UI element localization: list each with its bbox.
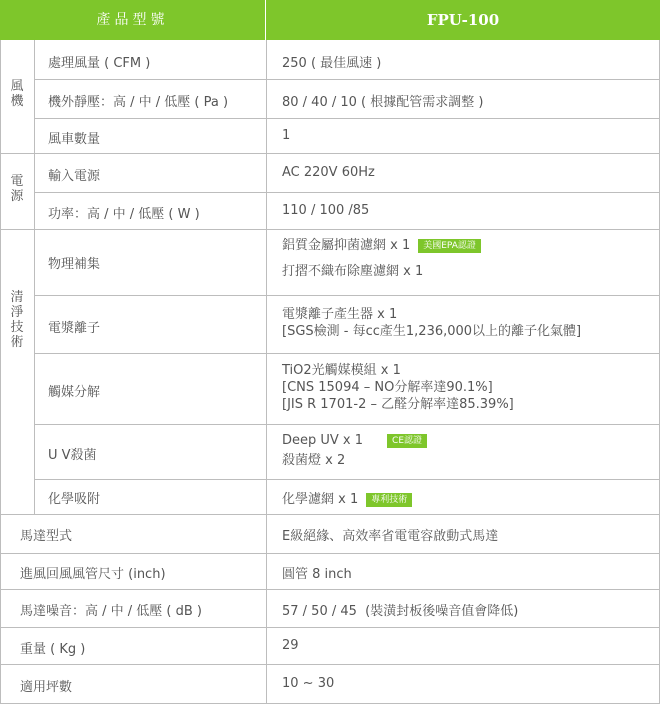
spec-value: 29: [282, 638, 299, 653]
spec-value-line: 打摺不織布除塵濾網 x 1: [282, 264, 424, 279]
header-model-value-cell: [266, 0, 660, 40]
row-divider: [0, 627, 660, 628]
header-model-label-cell: [0, 0, 265, 40]
row-divider: [34, 295, 660, 296]
spec-value: [282, 362, 514, 413]
row-divider: [34, 118, 660, 119]
patent-badge: 專利技術: [366, 493, 412, 507]
spec-label: 進風回風風管尺寸 (inch): [20, 567, 166, 582]
spec-label: 輸入電源: [48, 169, 101, 184]
spec-value: [282, 237, 481, 280]
row-divider: [0, 553, 660, 554]
group-label-text: 風機: [10, 79, 24, 109]
group-label-purify: [0, 290, 34, 350]
group-label-power: [0, 174, 34, 204]
spec-value-line: [282, 237, 481, 263]
spec-value-line: [CNS 15094 – NO分解率達90.1%]: [282, 380, 493, 395]
spec-value: 10 ~ 30: [282, 676, 335, 691]
spec-label: 風車數量: [48, 132, 101, 147]
table-border-left: [0, 40, 1, 704]
row-divider: [0, 153, 660, 154]
row-divider: [0, 514, 660, 515]
certification-badge: 美國EPA認證: [418, 239, 481, 253]
row-divider: [34, 192, 660, 193]
spec-label: 觸媒分解: [48, 385, 101, 400]
spec-label: 馬達噪音：高 / 中 / 低壓 ( dB ): [20, 604, 203, 619]
spec-value: 80 / 40 / 10 ( 根據配管需求調整 ): [282, 95, 484, 110]
spec-value-line: [SGS檢測 - 每cc產生1,236,000以上的離子化氣體]: [282, 324, 582, 339]
spec-label: 化學吸附: [48, 492, 101, 507]
spec-value: [282, 306, 581, 340]
group-label-text: 清淨技術: [10, 290, 24, 350]
row-divider: [0, 664, 660, 665]
spec-value-line: [JIS R 1701-2 – 乙醛分解率達85.39%]: [282, 397, 514, 412]
spec-value-line: 電漿離子產生器 x 1: [282, 307, 398, 322]
spec-label: 適用坪數: [20, 680, 73, 695]
spec-value-line: 殺菌燈 x 2: [282, 453, 346, 468]
spec-label: 重量 ( Kg ): [20, 642, 86, 657]
spec-label: 電漿離子: [48, 321, 101, 336]
header-model-value: FPU-100: [426, 11, 500, 29]
row-divider: [34, 79, 660, 80]
spec-value-text: Deep UV x 1: [282, 433, 364, 448]
spec-label: 馬達型式: [20, 529, 73, 544]
spec-value: 250 ( 最佳風速 ): [282, 56, 382, 71]
row-divider: [34, 424, 660, 425]
spec-value: [282, 488, 412, 507]
spec-value-line: [282, 432, 427, 452]
group-column-divider: [34, 40, 35, 514]
spec-label: 處理風量 ( CFM ): [48, 56, 151, 71]
spec-value-line: TiO2光觸媒模組 x 1: [282, 363, 401, 378]
spec-value: 1: [282, 128, 291, 143]
row-divider: [0, 589, 660, 590]
row-divider: [0, 229, 660, 230]
spec-label: 物理補集: [48, 257, 101, 272]
spec-value: 110 / 100 /85: [282, 203, 370, 218]
spec-value: E級絕緣、高效率省電電容啟動式馬達: [282, 529, 499, 544]
group-label-text: 電源: [10, 174, 24, 204]
spec-label: 機外靜壓：高 / 中 / 低壓 ( Pa ): [48, 95, 229, 110]
spec-value-text: 化學濾網 x 1: [282, 492, 359, 507]
row-divider: [34, 479, 660, 480]
spec-value: [282, 432, 427, 469]
spec-value: 圓管 8 inch: [282, 567, 352, 582]
certification-badge: CE認證: [387, 434, 427, 448]
spec-label: U V殺菌: [48, 448, 97, 463]
header-model-label: 產品型號: [96, 12, 169, 28]
group-label-fan: [0, 79, 34, 109]
value-column-divider: [266, 40, 267, 704]
spec-value: AC 220V 60Hz: [282, 165, 375, 180]
spec-label: 功率：高 / 中 / 低壓 ( W ): [48, 207, 200, 222]
spec-value-text: 鋁質金屬抑菌濾網 x 1: [282, 238, 411, 253]
spec-value: 57 / 50 / 45 (裝潢封板後噪音值會降低): [282, 604, 519, 619]
row-divider: [34, 353, 660, 354]
